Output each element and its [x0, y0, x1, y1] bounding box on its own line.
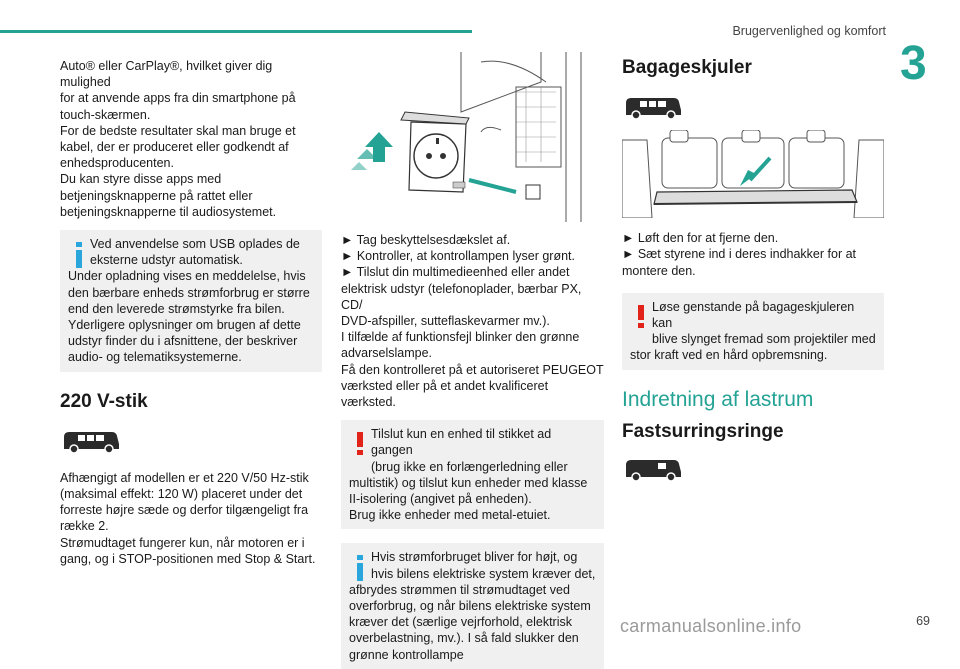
text-line: forreste højre sæde og derfor tilgængeligt fra: [60, 503, 309, 518]
socket-illustration: [341, 52, 604, 224]
text-line: advarselslampe.: [341, 346, 433, 361]
text-line: elektrisk udstyr (telefonoplader, bærbar PX, CD/: [341, 281, 582, 312]
note-line: multistik) og tilslut kun enheder med klasse: [349, 475, 588, 490]
text-line: betjeningsknapperne på rattet eller: [60, 188, 253, 203]
text-line: touch-skærmen.: [60, 107, 151, 122]
note-line: audio- og telematiksystemerne.: [68, 350, 242, 365]
note-line: kræver det (særlige vejrforhold, elektrisk: [349, 615, 572, 630]
header-accent-bar: [0, 30, 472, 33]
note-line: II-isolering (angivet på enheden).: [349, 492, 532, 507]
text-line: I tilfælde af funktionsfejl blinker den grønne: [341, 330, 580, 345]
note-line: Løse genstande på bagageskjuleren kan: [652, 299, 855, 331]
text-line: Afhængigt af modellen er et 220 V/50 Hz-stik: [60, 470, 309, 485]
text-line: for at anvende apps fra din smartphone på: [60, 91, 296, 106]
note-line: udstyr finder du i afsnittene, der beskriver: [68, 334, 298, 349]
text-line: række 2.: [60, 519, 109, 534]
van-silhouette-icon: [622, 94, 684, 122]
info-note: [60, 230, 322, 372]
text-line: ► Tag beskyttelsesdækslet af.: [341, 233, 511, 247]
text-line: enhedsproducenten.: [60, 156, 174, 171]
note-line: hvis bilens elektriske system kræver det,: [371, 566, 596, 581]
note-line: blive slynget fremad som projektiler med: [652, 332, 876, 347]
note-line: Tilslut kun en enhed til stikket ad gangen: [371, 427, 552, 458]
warning-icon: [349, 428, 371, 458]
page-header-title: Brugervenlighed og komfort: [732, 24, 886, 38]
chapter-section-title: Indretning af lastrum: [622, 387, 814, 411]
note-line: Yderligere oplysninger om brugen af dette: [68, 318, 301, 333]
warning-note: [622, 293, 884, 370]
text-line: Strømudtaget fungerer kun, når motoren er i: [60, 535, 305, 550]
note-line: grønne kontrollampe: [349, 647, 464, 662]
warning-icon: [630, 301, 652, 331]
info-icon: [349, 553, 371, 583]
note-line: Brug ikke enheder med metal-etuiet.: [349, 508, 551, 523]
text-line: ► Tilslut din multimedieenhed eller andet: [341, 265, 570, 280]
text-line: Få den kontrolleret på et autoriseret PEUGEOT: [341, 362, 604, 377]
text-line: montere den.: [622, 263, 696, 278]
steps-text: [622, 230, 884, 279]
warning-note: [341, 420, 604, 529]
column-1: [60, 58, 322, 567]
section-title-220v: 220 V-stik: [60, 390, 148, 412]
text-line: ► Sæt styrene ind i deres indhakker for at: [622, 247, 857, 262]
text-line: Auto® eller CarPlay®, hvilket giver dig mulighed: [60, 59, 273, 90]
note-line: Ved anvendelse som USB oplades de: [90, 237, 300, 252]
note-line: overforbrug, og når bilens elektriske system: [349, 599, 591, 614]
note-line: Hvis strømforbruget bliver for højt, og: [371, 550, 578, 565]
van-silhouette-icon: [60, 428, 122, 456]
text-line: ► Kontroller, at kontrollampen lyser grønt.: [341, 249, 575, 264]
info-icon: [68, 240, 90, 270]
text-line: ► Løft den for at fjerne den.: [622, 231, 779, 246]
page-number: 69: [916, 614, 930, 628]
note-line: end den leverede strømstyrke fra bilen.: [68, 301, 285, 316]
info-note: [341, 543, 604, 668]
chapter-number: 3: [900, 37, 927, 90]
note-line: eksterne udstyr automatisk.: [90, 253, 243, 268]
text-line: betjeningsknapperne til audiosystemet.: [60, 204, 277, 219]
text-line: DVD-afspiller, sutteflaskevarmer mv.).: [341, 314, 550, 329]
watermark: carmanualsonline.info: [620, 616, 802, 636]
note-line: den bærbare enheds strømforbrug er større: [68, 285, 310, 300]
column-2: [341, 52, 604, 669]
text-line: værksted eller på et andet kvalificeret værksted.: [341, 378, 549, 410]
text-line: Du kan styre disse apps med: [60, 172, 222, 187]
luggage-cover-illustration: [622, 130, 884, 218]
intro-text: [60, 58, 322, 220]
note-line: (brug ikke en forlængerledning eller: [371, 459, 568, 474]
note-line: afbrydes strømmen til strømudtaget ved: [349, 582, 570, 597]
text-line: For de bedste resultater skal man bruge et: [60, 123, 296, 138]
column-3: [622, 52, 884, 484]
note-line: Under opladning vises en meddelelse, hvis: [68, 269, 306, 284]
van-silhouette-icon: [622, 456, 684, 484]
note-line: overbelastning, mv.). I så fald slukker den: [349, 631, 579, 646]
note-line: stor kraft ved en hård opbremsning.: [630, 348, 828, 363]
body-text: [60, 470, 322, 567]
section-title-bagageskjuler: Bagageskjuler: [622, 57, 752, 78]
text-line: (maksimal effekt: 120 W) placeret under det: [60, 487, 303, 502]
steps-text: [341, 232, 604, 410]
subsection-title-fastsurringsringe: Fastsurringsringe: [622, 420, 784, 442]
text-line: gang, og i STOP-positionen med Stop & Start.: [60, 551, 316, 566]
text-line: kabel, der er produceret eller godkendt af: [60, 140, 289, 155]
